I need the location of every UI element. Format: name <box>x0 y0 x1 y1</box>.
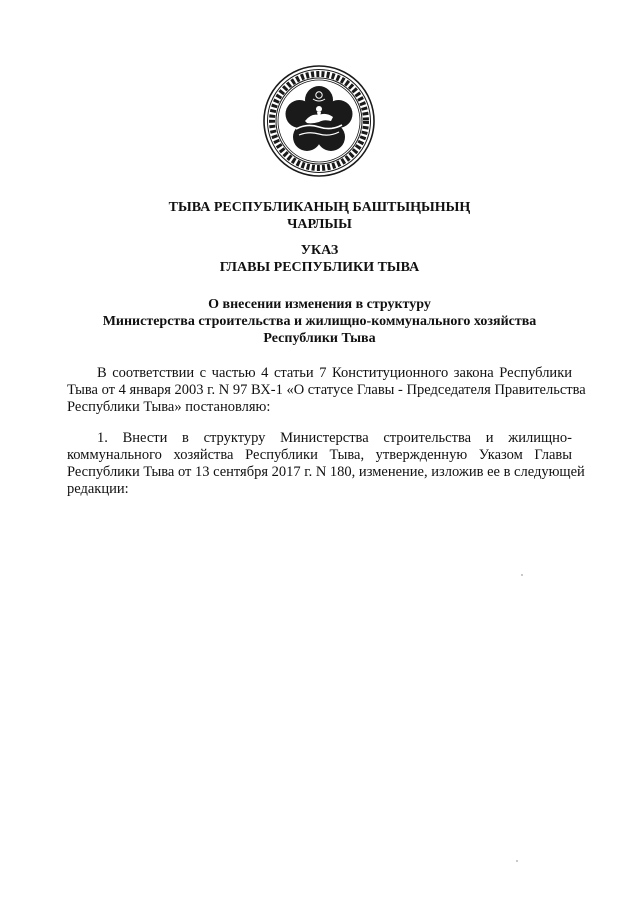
document-title-line3: Республики Тыва <box>263 331 376 346</box>
clause-line: 1. Внести в структуру Министерства строительства и жилищно- <box>97 430 572 446</box>
document-title-line1: О внесении изменения в структуру <box>208 297 431 312</box>
preamble-line: Республики Тыва» постановляю: <box>67 399 271 415</box>
clause-line: Республики Тыва от 13 сентября 2017 г. N 180, изменение, изложив ее в следующей <box>67 464 585 480</box>
clause-line: коммунального хозяйства Республики Тыва, утвержденную Указом Главы <box>67 447 572 463</box>
tuvan-header-line2: ЧАРЛЫЫ <box>287 217 352 232</box>
scan-speck <box>521 574 523 576</box>
scan-speck <box>516 860 518 862</box>
preamble-line: В соответствии с частью 4 статьи 7 Конституционного закона Республики <box>97 365 572 381</box>
ukaz-header-line1: УКАЗ <box>300 243 339 258</box>
preamble-paragraph <box>67 365 586 416</box>
coat-of-arms-tuva-icon <box>263 65 375 177</box>
ukaz-header <box>0 242 639 276</box>
document-title-line2: Министерства строительства и жилищно-коммунального хозяйства <box>102 314 537 329</box>
document-title <box>70 296 569 347</box>
clause-1-paragraph <box>67 430 585 498</box>
ukaz-header-line2: ГЛАВЫ РЕСПУБЛИКИ ТЫВА <box>219 260 420 275</box>
tuvan-header-line1: ТЫВА РЕСПУБЛИКАНЫҢ БАШТЫҢЫНЫҢ <box>168 200 471 215</box>
clause-line: редакции: <box>67 481 129 497</box>
preamble-line: Тыва от 4 января 2003 г. N 97 ВХ-1 «О статусе Главы - Председателя Правительства <box>67 382 586 398</box>
tuvan-header <box>0 199 639 233</box>
